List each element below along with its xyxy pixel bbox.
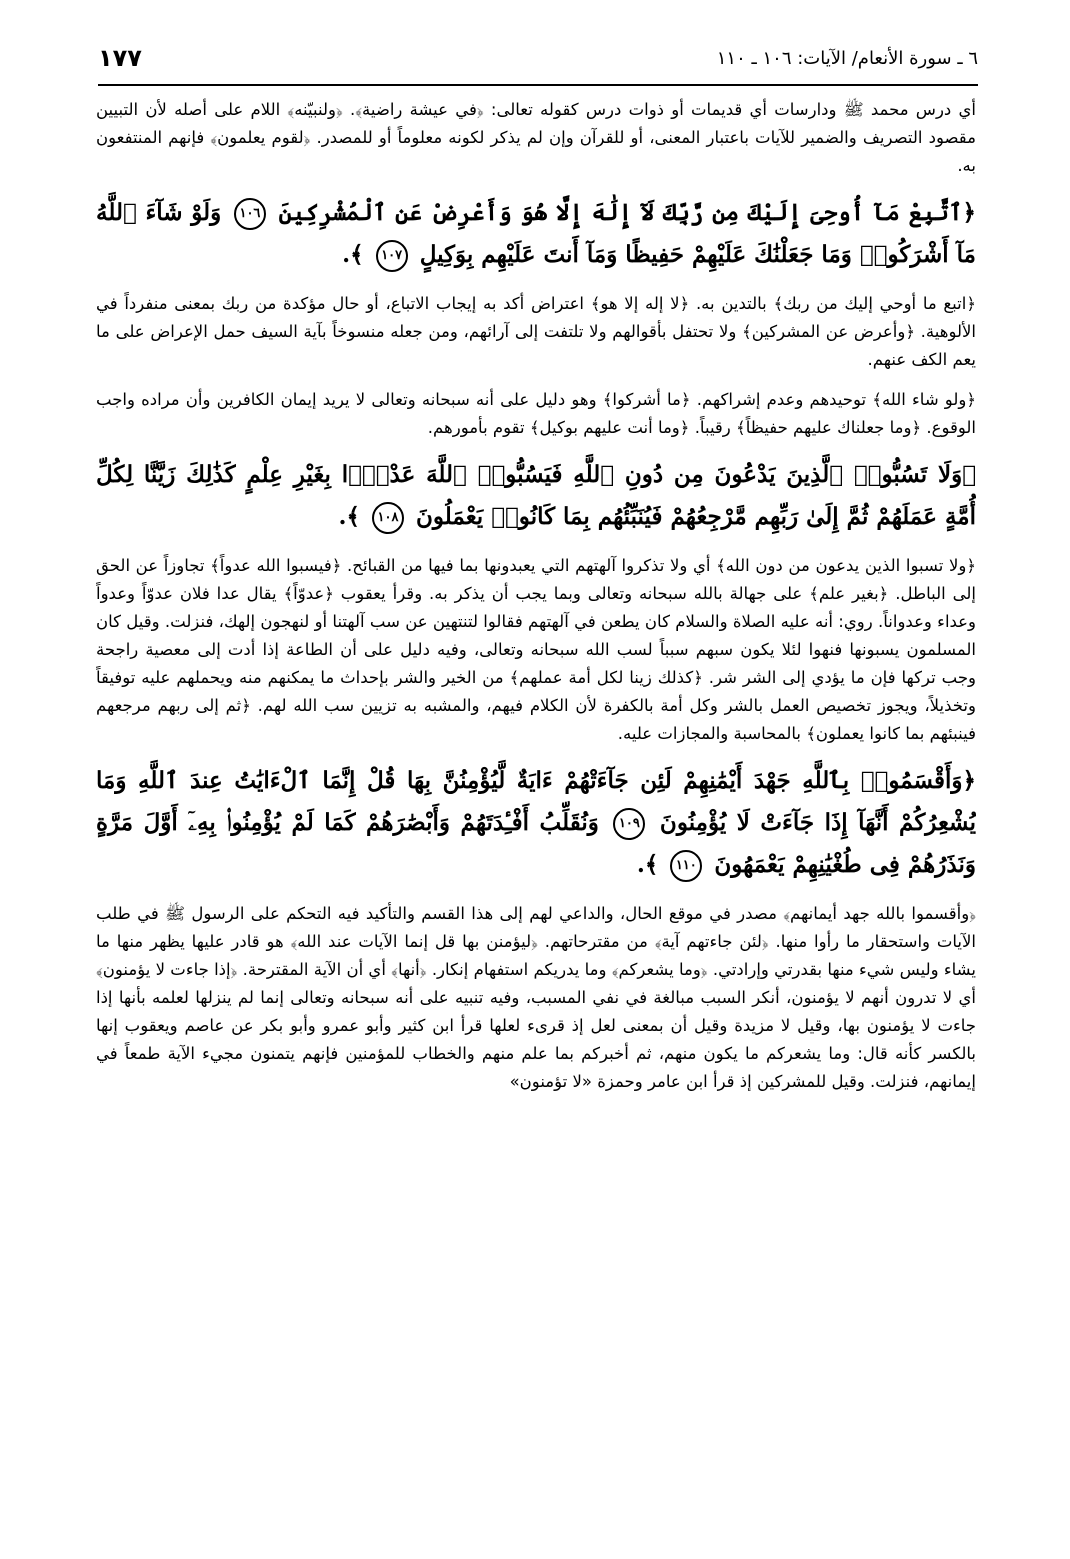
verse-text: وَلَوْ شَآءَ ٱللَّهُ مَآ أَشْرَكُوا۟ وَمَا جَعَلْنَٰكَ عَلَيْهِمْ حَفِيظًا وَمَآ أَنتَ عَلَيْهِم بِوَكِيلٍ [96,199,976,268]
commentary-paragraph: ﴿اتبع ما أوحي إليك من ربك﴾ بالتدين به. ﴿لا إله إلا هو﴾ اعتراض أكد به إيجاب الاتباع، أو حال مؤكدة من ربك بمعنى منفرداً في الألوهية. ﴿وأعرض عن المشركين﴾ ولا تحتفل بأقوالهم ولا تلتفت إلى آرائهم، ومن جعله منسوخاً بآية السيف حمل الإعراض على ما يعم الكف عنهم. [96,294,976,369]
verse-end: ﴾. [338,503,360,530]
verse-end: ﴾. [636,851,659,878]
verse-text: ﴿ٱتَّبِعْ مَآ أُوحِىَ إِلَيْكَ مِن رَّبِّكَ لَآ إِلَٰهَ إِلَّا هُوَ وَأَعْرِضْ عَنِ ٱلْمُشْرِكِينَ [278,199,976,226]
page-body [96,96,976,1529]
ayah-number-marker: ١٠٨ [372,502,404,534]
page-header [98,44,978,86]
verse-end: ﴾. [342,241,364,268]
commentary-paragraph: ﴿ولا تسبوا الذين يدعون من دون الله﴾ أي ولا تذكروا آلهتهم التي يعبدونها بما فيها من القبائح. ﴿فيسبوا الله عدواً﴾ تجاوزاً عن الحق إلى الباطل. ﴿بغير علم﴾ على جهالة بالله سبحانه وتعالى وبما يجب أن يذكر به. وقرأ يعقوب ﴿عدوّاً﴾ يقال عدا فلان عدوّاً وعدواً وعداء وعدواناً. روي: أنه عليه الصلاة والسلام كان يطعن في آلهتهم فقالوا لتنتهين عن سب آلهتنا أو لنهجون إلهك، فنزلت. وقيل كان المسلمون يسبونها فنهوا لئلا يكون سبهم سبباً لسب الله سبحانه وتعالى، وفيه دليل على أن الطاعة إذا أدت إلى معصية راجحة وجب تركها فإن ما يؤدي إلى الشر شر. ﴿كذلك زينا لكل أمة عملهم﴾ من الخير والشر بإحداث ما يمكنهم منه ويحملهم عليه توفيقاً وتخذيلاً، ويجوز تخصيص العمل بالشر وكل أمة بالكفرة لأن الكلام فيهم، والمشبه به تزيين سب الله لهم. ﴿ثم إلى ربهم مرجعهم فينبئهم بما كانوا يعملون﴾ بالمحاسبة والمجازات عليه. [96,556,976,743]
verse-text: ﴿وَأَقْسَمُوا۟ بِٱللَّهِ جَهْدَ أَيْمَٰنِهِمْ لَئِن جَآءَتْهُمْ ءَايَةٌ لَّيُؤْمِنُنَّ بِهَا قُلْ إِنَّمَا ٱلْءَايَٰتُ عِندَ ٱللَّهِ وَمَا يُشْعِرُكُمْ أَنَّهَآ إِذَا جَآءَتْ لَا يُؤْمِنُونَ [96,767,976,836]
ayah-number-marker: ١٠٧ [376,240,408,272]
verse-text: ﴿وَلَا تَسُبُّوا۟ ٱلَّذِينَ يَدْعُونَ مِن دُونِ ٱللَّهِ فَيَسُبُّوا۟ ٱللَّهَ عَدْوًۢا بِغَيْرِ عِلْمٍ كَذَٰلِكَ زَيَّنَّا لِكُلِّ أُمَّةٍ عَمَلَهُمْ ثُمَّ إِلَىٰ رَبِّهِم مَّرْجِعُهُمْ فَيُنَبِّئُهُم بِمَا كَانُوا۟ يَعْمَلُونَ [96,461,976,530]
page-number: ١٧٧ [98,44,142,72]
running-head: ٦ ـ سورة الأنعام/ الآيات: ١٠٦ ـ ١١٠ [716,48,978,69]
verse-text: وَنُقَلِّبُ أَفْـِٔدَتَهُمْ وَأَبْصَٰرَهُمْ كَمَا لَمْ يُؤْمِنُوا۟ بِهِۦٓ أَوَّلَ مَرَّةٍ وَنَذَرُهُمْ فِى طُغْيَٰنِهِمْ يَعْمَهُونَ [96,809,976,878]
commentary-paragraph: ﴿وأقسموا بالله جهد أيمانهم﴾ مصدر في موقع الحال، والداعي لهم إلى هذا القسم والتأكيد فيه التحكم على الرسول ﷺ في طلب الآيات واستحقار ما رأوا منها. ﴿لئن جاءتهم آية﴾ من مقترحاتهم. ﴿ليؤمنن بها قل إنما الآيات عند الله﴾ هو قادر عليها يظهر منها ما يشاء وليس شيء منها بقدرتي وإرادتي. ﴿وما يشعركم﴾ وما يدريكم استفهام إنكار. ﴿أنها﴾ أي أن الآية المقترحة. ﴿إذا جاءت لا يؤمنون﴾ أي لا تدرون أنهم لا يؤمنون، أنكر السبب مبالغة في نفي المسبب، وفيه تنبيه على أنه سبحانه وتعالى إنما لم ينزلها لعلمه بأنها إذا جاءت لا يؤمنون بها، وقيل لا مزيدة وقيل أن بمعنى لعل إذ قرىء لعلها قرأ ابن كثير وأبو عمرو وأبو بكر عن عاصم ويعقوب إنها بالكسر كأنه قال: وما يشعركم ما يكون منهم، ثم أخبركم بما علم منهم والخطاب للمؤمنين فإنهم يتمنون مجيء الآية طمعاً في إيمانهم، فنزلت. وقيل للمشركين إذ قرأ ابن عامر وحمزة «لا تؤمنون» [96,904,976,1091]
ayah-number-marker: ١٠٦ [234,198,266,230]
quran-verse-block [96,192,976,276]
ayah-number-marker: ١٠٩ [613,808,645,840]
commentary-paragraph: ﴿ولو شاء الله﴾ توحيدهم وعدم إشراكهم. ﴿ما أشركوا﴾ وهو دليل على أنه سبحانه وتعالى لا يريد إيمان الكافرين وأن مراده واجب الوقوع. ﴿وما جعلناك عليهم حفيظاً﴾ رقيباً. ﴿وما أنت عليهم بوكيل﴾ تقوم بأمورهم. [96,390,976,437]
commentary-paragraph: أي درس محمد ﷺ ودارسات أي قديمات أو ذوات درس كقوله تعالى: ﴿في عيشة راضية﴾. ﴿ولنبيّنه﴾ اللام على أصله لأن التبيين مقصود التصريف والضمير للآيات باعتبار المعنى، أو للقرآن وإن لم يذكر لكونه معلوماً أو للمصدر. ﴿لقوم يعلمون﴾ فإنهم المنتفعون به. [96,100,976,175]
ayah-number-marker: ١١٠ [670,850,702,882]
quran-verse-block [96,760,976,886]
quran-verse-block [96,454,976,538]
